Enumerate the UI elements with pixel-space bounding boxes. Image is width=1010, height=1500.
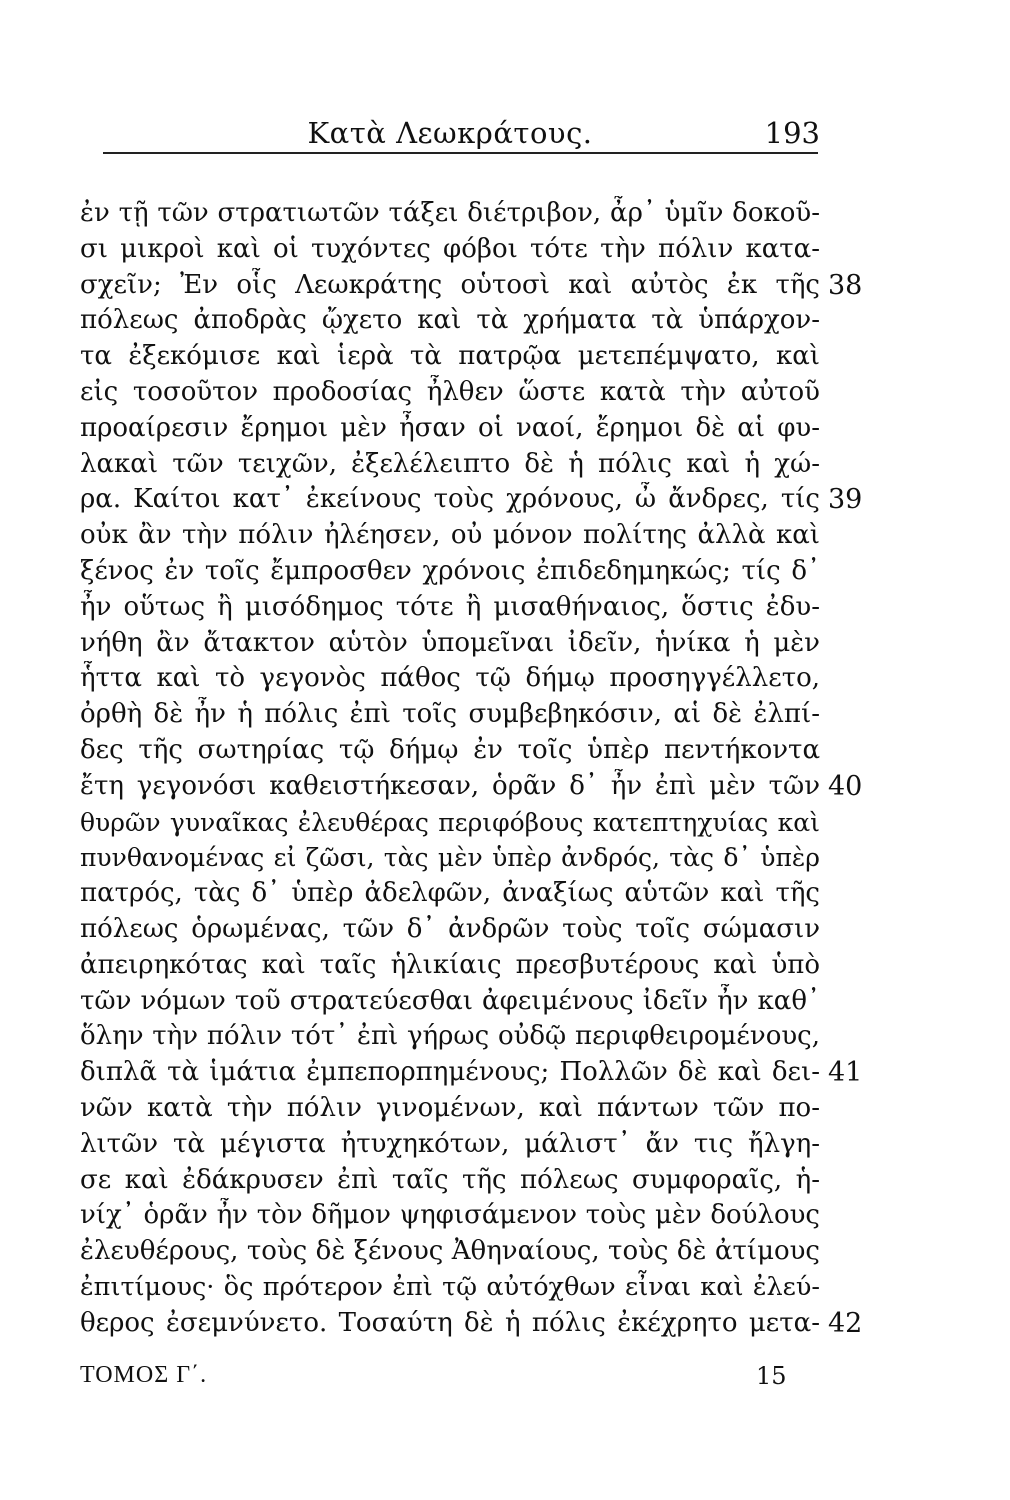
text-line: τῶν νόμων τοῦ στρατεύεσθαι ἀφειμένους ἰδεῖν ἦν καθ᾽ [80, 985, 820, 1016]
section-number: 41 [828, 1057, 863, 1089]
text-line: ἀπειρηκότας καὶ ταῖς ἡλικίαις πρεσβυτέρους καὶ ὑπὸ [80, 949, 820, 980]
text-line: πόλεως ὁρωμένας, τῶν δ᾽ ἀνδρῶν τοὺς τοῖς σώμασιν [80, 913, 820, 944]
text-line: προαίρεσιν ἔρημοι μὲν ἦσαν οἱ ναοί, ἔρημοι δὲ αἱ φυ- [80, 412, 820, 443]
page-header [80, 112, 820, 152]
text-line: ἐπιτίμους· ὃς πρότερον ἐπὶ τῷ αὐτόχθων εἶναι καὶ ἐλεύ- [80, 1271, 820, 1302]
text-line: ρα. Καίτοι κατ᾽ ἐκείνους τοὺς χρόνους, ὦ ἄνδρες, τίς [80, 484, 820, 515]
text-line: νήθη ἂν ἄτακτον αὑτὸν ὑπομεῖναι ἰδεῖν, ἡνίκα ἡ μὲν [80, 627, 820, 658]
text-line: ἐλευθέρους, τοὺς δὲ ξένους Ἀθηναίους, τοὺς δὲ ἀτίμους [80, 1236, 820, 1267]
text-line: ὀρθὴ δὲ ἦν ἡ πόλις ἐπὶ τοῖς συμβεβηκόσιν, αἱ δὲ ἐλπί- [80, 699, 820, 730]
header-rule [103, 152, 818, 154]
text-line: λακαὶ τῶν τειχῶν, ἐξελέλειπτο δὲ ἡ πόλις καὶ ἡ χώ- [80, 448, 820, 479]
section-number: 39 [828, 484, 863, 516]
text-line: οὐκ ἂν τὴν πόλιν ἠλέησεν, οὐ μόνον πολίτης ἀλλὰ καὶ [80, 520, 820, 551]
section-number: 40 [828, 770, 863, 802]
text-line: νίχ᾽ ὁρᾶν ἦν τὸν δῆμον ψηφισάμενον τοὺς μὲν δούλους [80, 1200, 820, 1231]
text-line: σχεῖν; Ἐν οἷς Λεωκράτης οὑτοσὶ καὶ αὐτὸς ἐκ τῆς [80, 269, 820, 300]
text-line: διπλᾶ τὰ ἱμάτια ἐμπεπορπημένους; Πολλῶν δὲ καὶ δει- [80, 1057, 820, 1088]
text-line: πατρός, τὰς δ᾽ ὑπὲρ ἀδελφῶν, ἀναξίως αὑτῶν καὶ τῆς [80, 878, 820, 909]
text-line: πόλεως ἀποδρὰς ᾤχετο καὶ τὰ χρήματα τὰ ὑπάρχον- [80, 305, 820, 336]
text-line: θυρῶν γυναῖκας ἐλευθέρας περιφόβους κατεπτηχυίας καὶ [80, 807, 820, 837]
text-line: πυνθανομένας εἰ ζῶσι, τὰς μὲν ὑπὲρ ἀνδρός, τὰς δ᾽ ὑπὲρ [80, 843, 820, 873]
text-line: εἰς τοσοῦτον προδοσίας ἦλθεν ὥστε κατὰ τὴν αὐτοῦ [80, 376, 820, 407]
text-line: σε καὶ ἐδάκρυσεν ἐπὶ ταῖς τῆς πόλεως συμφοραῖς, ἡ- [80, 1164, 820, 1195]
text-line: θερος ἐσεμνύνετο. Τοσαύτη δὲ ἡ πόλις ἐκέχρητο μετα- [80, 1307, 820, 1338]
page-footer [80, 1362, 820, 1398]
text-line: λιτῶν τὰ μέγιστα ἠτυχηκότων, μάλιστ᾽ ἄν τις ἤλγη- [80, 1128, 820, 1159]
text-line: νῶν κατὰ τὴν πόλιν γινομένων, καὶ πάντων τῶν πο- [80, 1092, 820, 1123]
signature-mark: 15 [756, 1362, 787, 1390]
text-line: ὅλην τὴν πόλιν τότ᾽ ἐπὶ γήρως οὐδῷ περιφθειρομένους, [80, 1021, 820, 1052]
text-line: σι μικροὶ καὶ οἱ τυχόντες φόβοι τότε τὴν πόλιν κατα- [80, 233, 820, 264]
text-line: δες τῆς σωτηρίας τῷ δήμῳ ἐν τοῖς ὑπὲρ πεντήκοντα [80, 734, 820, 765]
volume-label: ΤΟΜΟΣ Γ΄. [80, 1362, 208, 1388]
text-line: ἦν οὕτως ἢ μισόδημος τότε ἢ μισαθήναιος, ὅστις ἐδυ- [80, 591, 820, 622]
section-number: 42 [828, 1307, 863, 1339]
text-line: ἧττα καὶ τὸ γεγονὸς πάθος τῷ δήμῳ προσηγγέλλετο, [80, 663, 820, 694]
text-line: ξένος ἐν τοῖς ἔμπροσθεν χρόνοις ἐπιδεδημηκώς; τίς δ᾽ [80, 555, 820, 586]
text-line: ἐν τῇ τῶν στρατιωτῶν τάξει διέτριβον, ἆρ᾽ ὑμῖν δοκοῦ- [80, 198, 820, 228]
text-line: ἔτη γεγονόσι καθειστήκεσαν, ὁρᾶν δ᾽ ἦν ἐπὶ μὲν τῶν [80, 770, 820, 801]
text-line: τα ἐξεκόμισε καὶ ἱερὰ τὰ πατρῷα μετεπέμψατο, καὶ [80, 341, 820, 372]
running-title: Κατὰ Λεωκράτους. [307, 116, 593, 150]
body-text [80, 196, 820, 1342]
page-number: 193 [764, 116, 820, 150]
section-number: 38 [828, 269, 863, 301]
